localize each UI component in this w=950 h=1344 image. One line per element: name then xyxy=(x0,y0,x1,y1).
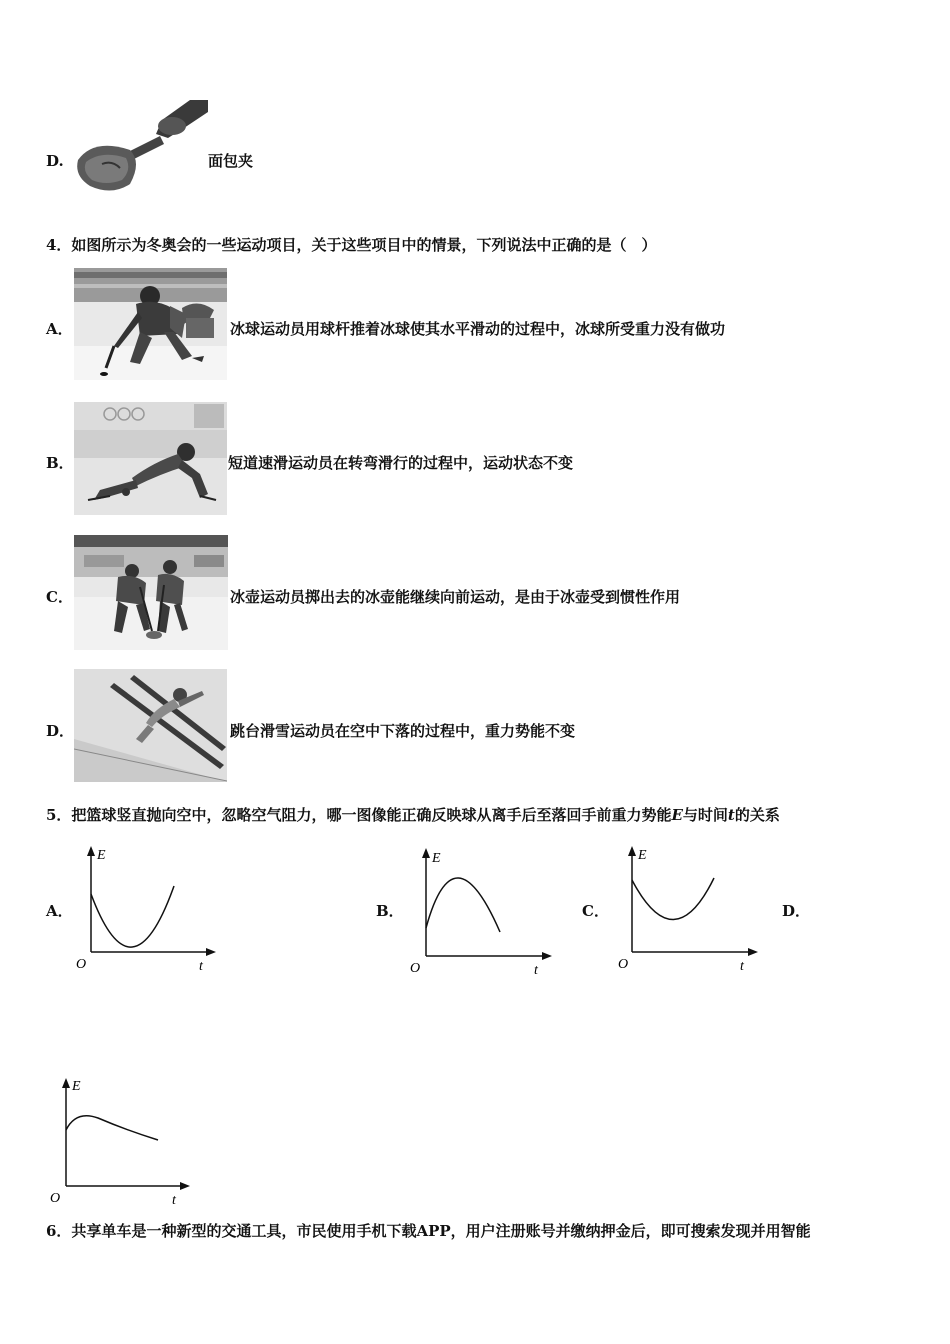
graph-d xyxy=(46,1074,196,1208)
q4-option-c-text: 冰壶运动员掷出去的冰壶能继续向前运动，是由于冰壶受到惯性作用 xyxy=(230,588,681,606)
graph-a-origin: O xyxy=(76,957,87,972)
graph-c xyxy=(612,842,762,974)
q4-option-b-text: 短道速滑运动员在转弯滑行的过程中，运动状态不变 xyxy=(228,454,574,472)
ski-jumping-image xyxy=(74,669,227,782)
q5-option-a-letter: A． xyxy=(46,902,73,920)
graph-c-y-label: E xyxy=(638,848,647,863)
bread-clip-image xyxy=(72,98,208,198)
q5-option-b-letter: B． xyxy=(376,902,404,920)
q5-stem-part-1: 5．把篮球竖直抛向空中，忽略空气阻力，哪一图像能正确反映球从离手后至落回手前重力势能 xyxy=(46,806,672,824)
q6-stem: 6．共享单车是一种新型的交通工具，市民使用手机下载APP，用户注册账号并缴纳押金后，即可搜索发现并用智能 xyxy=(46,1222,811,1240)
q5-option-c-letter: C． xyxy=(582,902,609,920)
q5-stem-part-2: 与时间 xyxy=(682,806,728,824)
q5-stem-part-3: 的关系 xyxy=(734,806,780,824)
q4-option-d-letter: D． xyxy=(46,722,75,740)
graph-b xyxy=(404,844,556,976)
graph-c-origin: O xyxy=(618,957,629,972)
graph-d-origin: O xyxy=(50,1191,61,1206)
graph-b-x-label: t xyxy=(534,963,538,976)
q4-stem: 4．如图所示为冬奥会的一些运动项目，关于这些项目中的情景，下列说法中正确的是（ ） xyxy=(46,236,657,254)
q4-option-a-text: 冰球运动员用球杆推着冰球使其水平滑动的过程中，冰球所受重力没有做功 xyxy=(230,320,726,338)
q5-option-d-letter: D． xyxy=(782,902,811,920)
speed-skating-image xyxy=(74,402,227,515)
graph-c-x-label: t xyxy=(740,959,744,974)
q4-option-a-letter: A． xyxy=(46,320,73,338)
ice-hockey-image xyxy=(74,268,227,380)
graph-a-x-label: t xyxy=(199,959,203,974)
q5-stem-var-e: E xyxy=(671,806,683,824)
graph-d-y-label: E xyxy=(72,1079,81,1094)
graph-d-x-label: t xyxy=(172,1193,176,1208)
curling-image xyxy=(74,535,228,650)
graph-a-y-label: E xyxy=(97,848,106,863)
graph-a xyxy=(70,842,220,974)
q3-option-d-letter: D. xyxy=(46,152,64,170)
graph-b-y-label: E xyxy=(432,851,441,866)
graph-b-origin: O xyxy=(410,961,421,976)
q5-stem-var-t: t xyxy=(727,806,735,824)
q4-option-d-text: 跳台滑雪运动员在空中下落的过程中，重力势能不变 xyxy=(230,722,576,740)
q5-stem xyxy=(46,808,780,823)
q4-option-c-letter: C． xyxy=(46,588,73,606)
q4-option-b-letter: B． xyxy=(46,454,74,472)
q3-option-d-text: 面包夹 xyxy=(208,152,254,170)
